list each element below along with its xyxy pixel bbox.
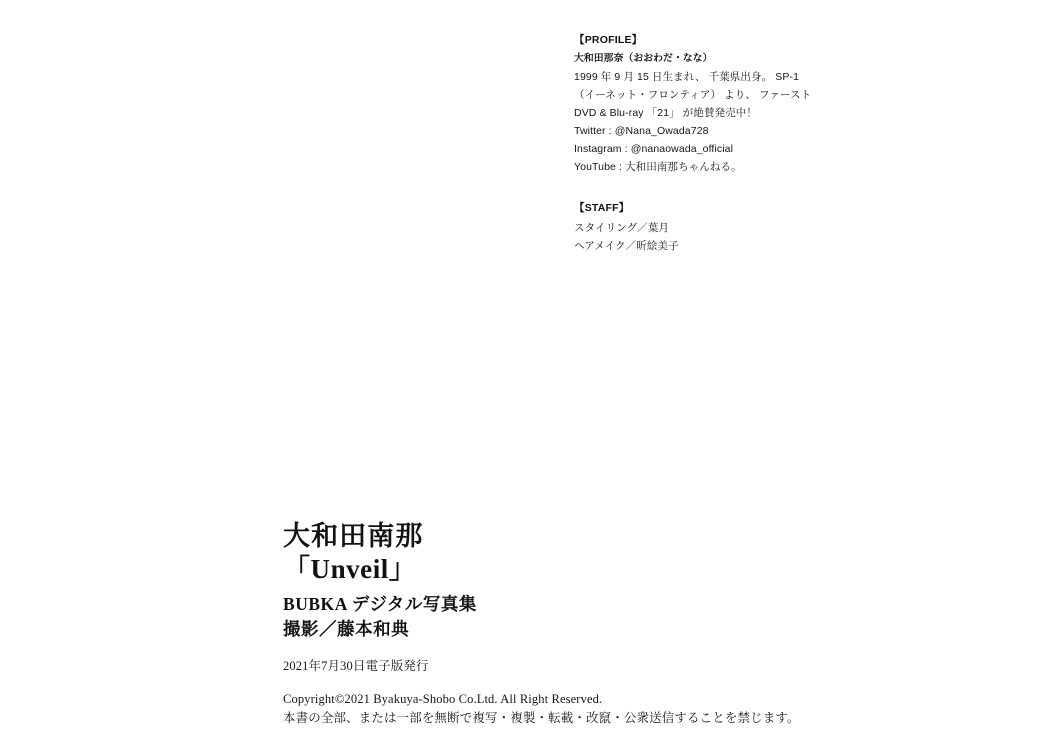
profile-youtube: YouTube : 大和田南那ちゃんねる。 — [574, 160, 742, 173]
colophon-block — [283, 520, 803, 643]
profile-line-1: 1999 年 9 月 15 日生まれ、 千葉県出身。 SP-1 — [574, 70, 800, 83]
book-series: BUBKA デジタル写真集 — [283, 593, 477, 614]
profile-twitter: Twitter : @Nana_Owada728 — [574, 124, 709, 137]
staff-styling: スタイリング／葉月 — [574, 221, 670, 234]
publish-date: 2021年7月30日電子版発行 — [283, 659, 429, 673]
book-title: 「Unveil」 — [283, 553, 417, 584]
staff-hairmake: ヘアメイク／昕絵美子 — [574, 239, 679, 252]
book-author-title: 大和田南那 — [283, 521, 424, 551]
profile-line-3: DVD & Blu-ray 「21」 が絶賛発売中！ — [574, 106, 758, 119]
profile-line-2: （イーネット・フロンティア） より、 ファースト — [574, 88, 812, 101]
staff-heading: 【STAFF】 — [574, 201, 630, 214]
profile-heading: 【PROFILE】 — [574, 34, 643, 46]
profile-instagram: Instagram : @nanaowada_official — [574, 142, 734, 155]
usage-notice-line: 本書の全部、または一部を無断で複写・複製・転載・改竄・公衆送信することを禁じます。 — [283, 711, 800, 726]
profile-name: 大和田那奈（おおわだ・なな） — [574, 52, 713, 64]
legal-block — [283, 690, 800, 729]
profile-block — [574, 33, 874, 255]
book-photographer-credit: 撮影／藤本和典 — [283, 619, 410, 640]
copyright-line: Copyright©2021 Byakuya-Shobo Co.Ltd. All Right Reserved. — [283, 692, 603, 706]
staff-block — [574, 201, 874, 255]
